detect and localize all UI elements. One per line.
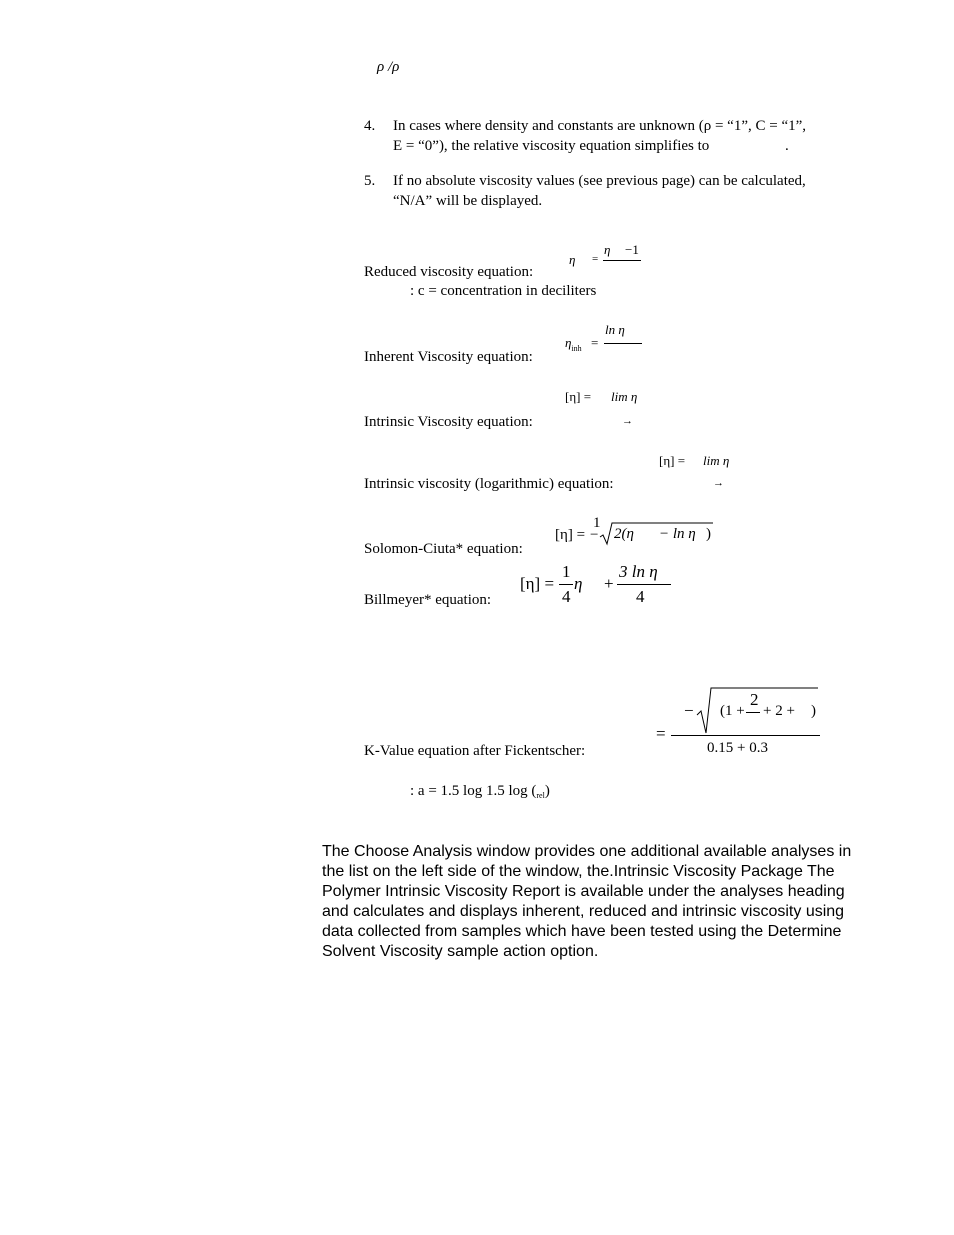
- inherent-eta: $\eta_{inh}$: [565, 335, 582, 353]
- solomon-frac-num: 1: [593, 515, 601, 531]
- intrinsic-log-label: Intrinsic viscosity (logarithmic) equation:: [364, 476, 614, 492]
- list-item-text: If no absolute viscosity values (see previous page) can be calculated,: [393, 173, 806, 189]
- inherent-sub: inh: [571, 344, 582, 353]
- billmeyer-label: Billmeyer* equation:: [364, 592, 492, 608]
- reduced-equals: =: [592, 253, 599, 265]
- intrinsic-log-lim: lim η: [703, 453, 730, 468]
- inherent-equals: =: [591, 335, 599, 350]
- inherent-viscosity-label: Inherent Viscosity equation:: [364, 349, 533, 365]
- solomon-radicand-2: − ln η: [659, 526, 696, 542]
- intrinsic-log-lhs: [η] =: [659, 453, 686, 468]
- intrinsic-arrow: →: [622, 415, 633, 427]
- billmeyer-frac1-bar: [559, 584, 573, 585]
- billmeyer-lhs: [η] =: [520, 574, 555, 593]
- k-value-note-sub: rel: [536, 791, 545, 800]
- intrinsic-label: Intrinsic Viscosity equation:: [364, 414, 533, 430]
- k-value-inner-num: 2: [750, 690, 759, 709]
- density-ratio-formula: ρ /ρ: [377, 59, 400, 75]
- intrinsic-lhs: [η] =: [565, 389, 592, 404]
- solomon-ciuta-label: Solomon-Ciuta* equation:: [364, 541, 523, 557]
- list-item-text: “N/A” will be displayed.: [393, 193, 543, 209]
- reduced-note: : c = concentration in deciliters: [410, 283, 597, 299]
- k-value-radicand: (1 +: [720, 703, 745, 719]
- solomon-radicand: 2(η: [614, 526, 634, 542]
- solomon-lhs: [η] =: [555, 527, 586, 543]
- list-item-number: 4.: [364, 118, 376, 134]
- k-value-label: K-Value equation after Fickentscher:: [364, 743, 586, 759]
- billmeyer-eta: η: [574, 574, 583, 593]
- choose-analysis-paragraph: The Choose Analysis window provides one additional available analyses in the list on the left side of the window, the.Intrinsic Viscosity Package The Polymer Intrinsic Viscosity Report is available under the analyses heading and calculates and displays inherent, reduced and intrinsic viscosity using data collected from samples which have been tested using the Determine Solvent Viscosity sample action option.: [322, 843, 852, 960]
- k-value-equals: =: [656, 724, 666, 743]
- list-item-text: .: [785, 138, 789, 154]
- reduced-viscosity-label: Reduced viscosity equation:: [364, 264, 534, 280]
- list-item-text: E = “0”), the relative viscosity equation simplifies to: [393, 138, 710, 154]
- k-value-minus: −: [684, 701, 694, 720]
- reduced-eta: η: [569, 252, 576, 267]
- solomon-minus: −: [590, 527, 599, 543]
- k-value-close: ): [811, 703, 816, 719]
- reduced-numerator-minus-one: −1: [625, 242, 639, 257]
- list-item-text: In cases where density and constants are unknown (ρ = “1”, C = “1”,: [393, 118, 807, 134]
- reduced-fraction-bar: [603, 260, 641, 261]
- intrinsic-lim: lim η: [611, 389, 638, 404]
- billmeyer-frac2-bar: [617, 584, 671, 585]
- inherent-numerator: ln η: [605, 322, 625, 337]
- k-value-denominator: 0.15 + 0.3: [707, 740, 768, 756]
- k-value-main-bar: [671, 735, 820, 736]
- billmeyer-plus: +: [604, 574, 614, 593]
- solomon-close: ): [706, 526, 711, 542]
- list-item-number: 5.: [364, 173, 376, 189]
- k-value-radicand-tail: + 2 +: [763, 703, 795, 719]
- billmeyer-frac2-num: 3 ln η: [619, 562, 658, 581]
- k-value-inner-bar: [746, 712, 760, 713]
- intrinsic-log-arrow: →: [713, 477, 724, 489]
- billmeyer-frac1-den: 4: [562, 587, 571, 606]
- k-value-note: : a = 1.5 log 1.5 $\log (_{rel})$: [410, 783, 550, 800]
- reduced-numerator-eta: η: [604, 242, 611, 257]
- inherent-fraction-bar: [604, 343, 642, 344]
- billmeyer-frac1-num: 1: [562, 562, 571, 581]
- billmeyer-frac2-den: 4: [636, 587, 645, 606]
